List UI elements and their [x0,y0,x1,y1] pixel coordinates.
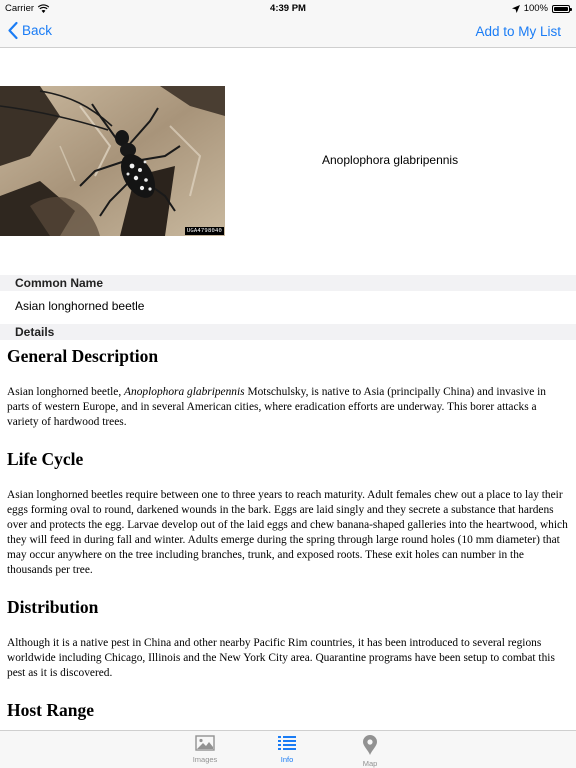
tab-images-label: Images [192,755,218,764]
scientific-name: Anoplophora glabripennis [322,153,459,167]
location-arrow-icon [512,5,520,13]
list-icon [278,735,296,751]
distribution-heading: Distribution [7,597,99,617]
tab-images[interactable] [175,735,235,764]
image-icon [195,735,215,751]
status-time: 4:39 PM [270,3,306,14]
tab-map-label: Map [362,759,378,768]
common-name-header [0,275,576,291]
tab-info[interactable] [257,735,317,764]
common-name-value: Asian longhorned beetle [15,299,145,313]
details-article[interactable] [7,345,569,730]
general-description-text: Asian longhorned beetle, Anoplophora glabripennis Motschulsky, is native to Asia (principally China) and invasive in parts of western Europe, and in several American cities, where eradication efforts are underway. This borer attacks a variety of hardwood trees. [7,386,546,428]
distribution-text: Although it is a native pest in China and other nearby Pacific Rim countries, it has been introduced to several regions worldwide including Chicago, Illinois and the New York City area. Quarantine programs have been setup to combat this pest as it is discovered. [7,637,555,679]
chevron-left-icon [8,22,18,39]
scientific-name-italic: Anoplophora glabripennis [124,386,245,398]
navigation-bar [0,16,576,48]
carrier-label: Carrier [5,3,35,14]
general-description-heading: General Description [7,346,159,366]
tab-bar [0,730,576,768]
tab-info-label: Info [280,755,294,764]
add-to-my-list-button[interactable]: Add to My List [475,24,561,39]
back-label: Back [22,23,53,38]
host-range-heading: Host Range [7,700,95,720]
map-pin-icon [363,735,377,755]
back-button[interactable] [8,22,52,39]
details-header-label: Details [15,325,55,339]
battery-percent: 100% [523,3,548,14]
life-cycle-text: Asian longhorned beetles require between one to three years to reach maturity. Adult females chew out a place to lay their eggs forming oval to round, darkened wounds in the bark. Eggs are laid singly and they secrete a substance that hardens over and protects the egg. Larvae develop out of the laid eggs and chew banana-shaped galleries into the heartwood, which they will feed in during fall and winter. Adults emerge during the spring through large round holes (10 mm diameter) that may occur anywhere on the tree including branches, trunk, and exposed roots. These exit holes can number in the thousands per tree. [7,489,568,576]
beetle-photo-image [0,86,225,236]
life-cycle-heading: Life Cycle [7,449,84,469]
common-name-header-label: Common Name [15,276,104,290]
battery-icon [552,5,570,13]
status-bar [0,0,576,16]
species-photo[interactable] [0,86,225,236]
tab-map[interactable] [340,735,400,768]
details-header [0,324,576,340]
photo-id-label: UGA4798040 [186,228,222,234]
status-right [512,3,570,14]
